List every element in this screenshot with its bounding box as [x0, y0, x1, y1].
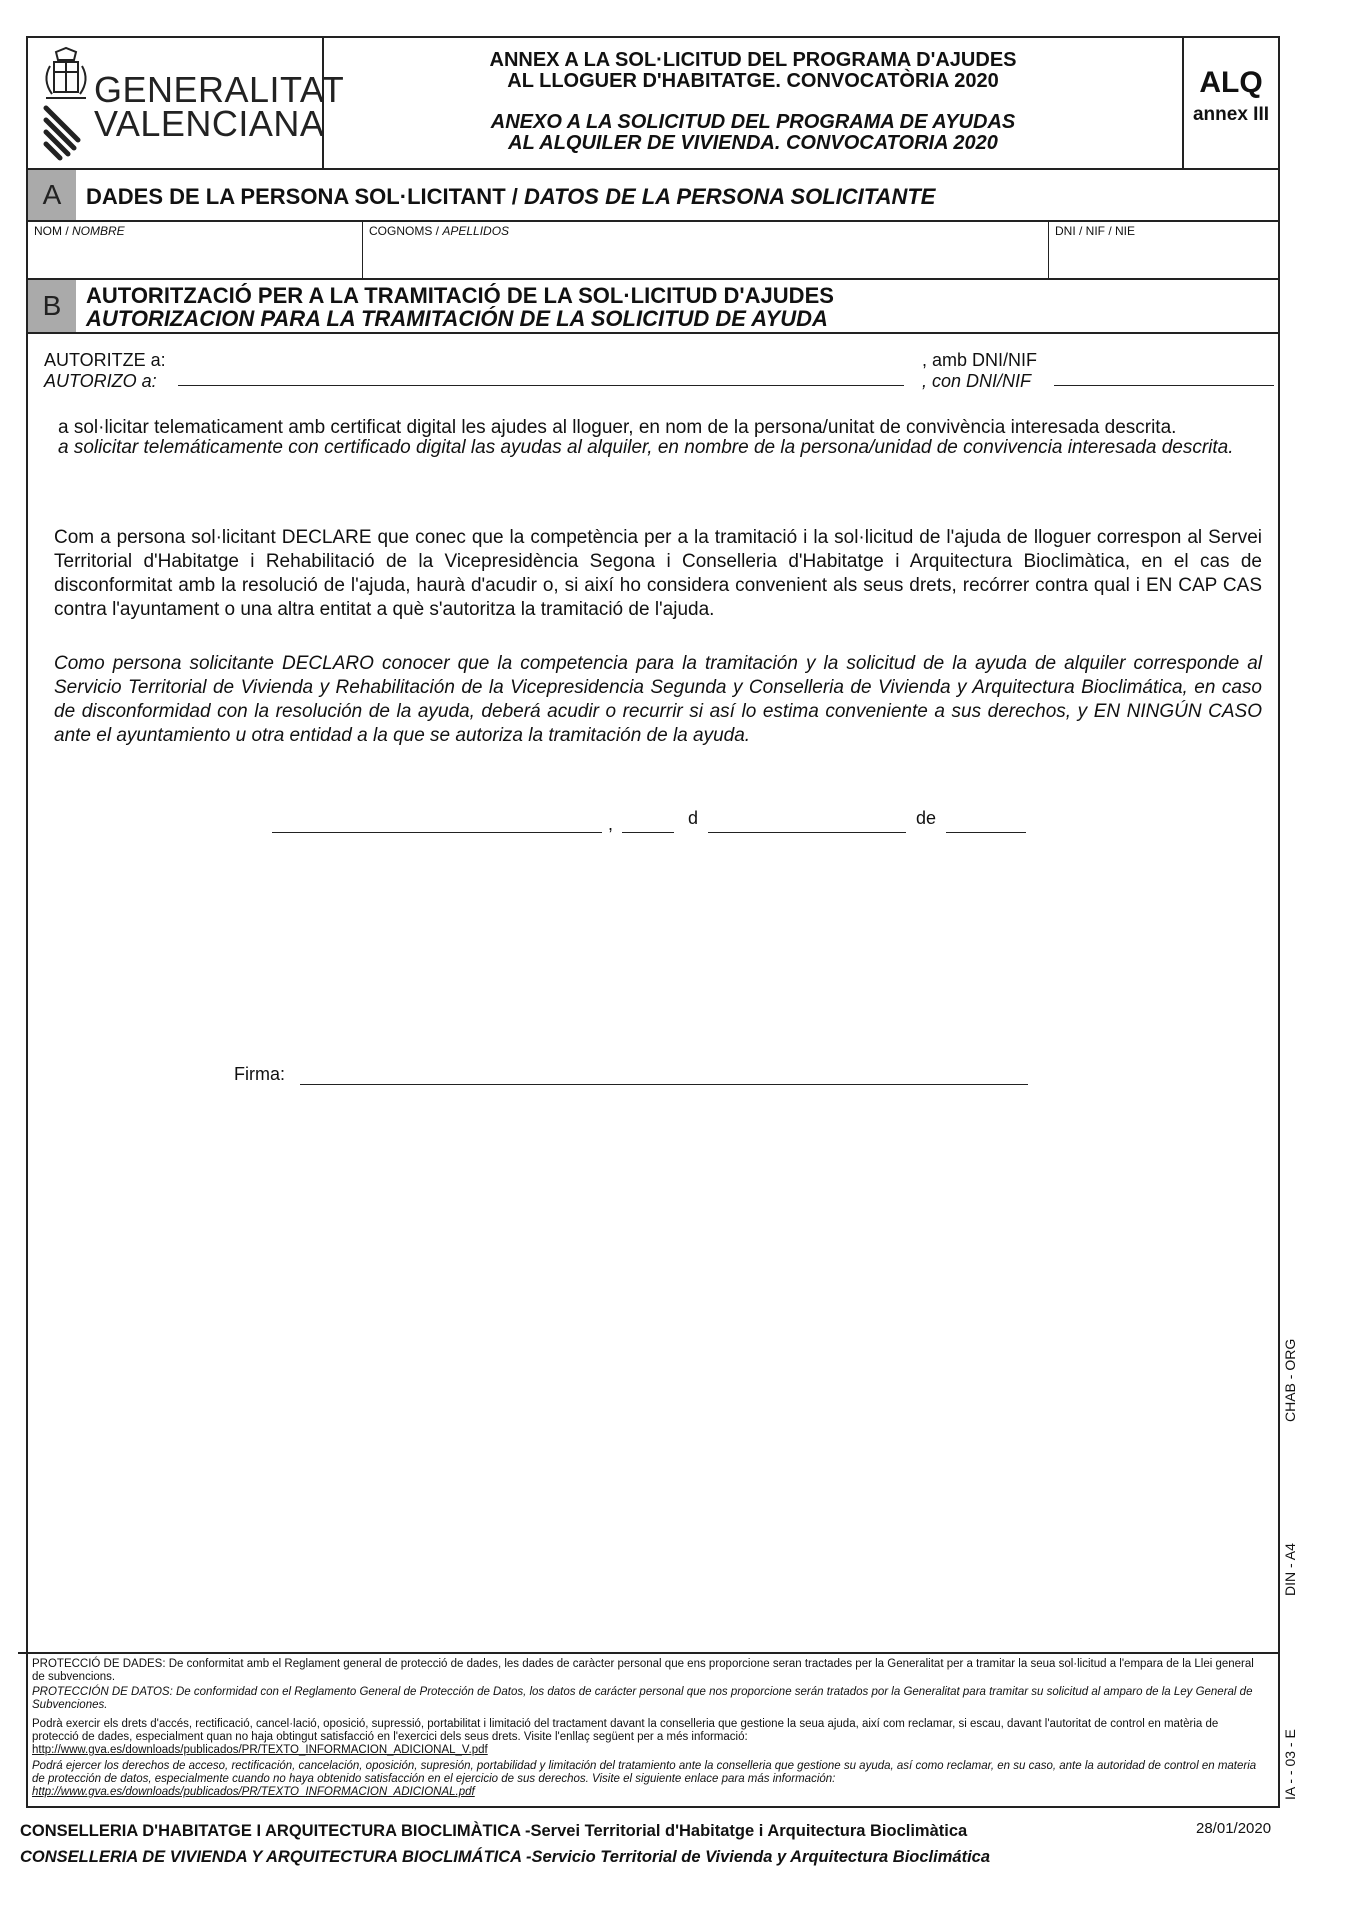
- divider-footer: [18, 1652, 1280, 1654]
- side-code-ia: IA - - 03 - E: [1282, 1729, 1298, 1800]
- section-b-title-ca: AUTORITZACIÓ PER A LA TRAMITACIÓ DE LA SOL·LICITUD D'AJUDES: [86, 283, 834, 308]
- conselleria-ca: CONSELLERIA D'HABITATGE I ARQUITECTURA BIOCLIMÀTICA -Servei Territorial d'Habitatge i Arquitectura Bioclimàtica: [20, 1822, 968, 1840]
- section-a-title-ca: DADES DE LA PERSONA SOL·LICITANT /: [86, 184, 518, 209]
- title-ca-line-1: ANNEX A LA SOL·LICITUD DEL PROGRAMA D'AJUDES: [489, 49, 1017, 71]
- divider-header: [28, 168, 1278, 170]
- footer-link-ca[interactable]: http://www.gva.es/downloads/publicados/PR/TEXTO_INFORMACION_ADICIONAL_V.pdf: [32, 1744, 488, 1756]
- autoritze-dni-field[interactable]: [1054, 385, 1274, 386]
- cognoms-field[interactable]: [362, 222, 1049, 278]
- footer-protection: [32, 1658, 1262, 1799]
- paragraph-1-es: a solicitar telemáticamente con certificado digital las ayudas al alquiler, en nombre de la persona/unidad de convivencia interesada descrita.: [58, 437, 1234, 458]
- title-es-line-2: AL ALQUILER DE VIVIENDA. CONVOCATORIA 2020: [508, 132, 998, 154]
- title-ca-line-2: AL LLOGUER D'HABITATGE. CONVOCATÒRIA 2020: [507, 70, 999, 92]
- title-es-line-1: ANEXO A LA SOLICITUD DEL PROGRAMA DE AYUDAS: [490, 111, 1016, 133]
- paragraph-2-ca: Com a persona sol·licitant DECLARE que conec que la competència per a la tramitació i la sol·licitud de l'ajuda de lloguer correspon al Servei Territorial d'Habitatge i Rehabilitació de la Vicepresidència Segona i Conselleria d'Habitatge i Arquitectura Bioclimàtica, en el cas de disconformitat amb la resolució de l'ajuda, haurà d'acudir o, si així ho considera convenient als seus drets, recórrer contra qual i EN CAP CAS contra l'ayuntament o una altra entitat a què s'autoritza la tramitació de l'ajuda.: [54, 527, 1262, 620]
- divider-fields: [28, 278, 1278, 280]
- date-de-label: de: [916, 808, 937, 828]
- footer-link-es[interactable]: http://www.gva.es/downloads/publicados/PR/TEXTO_INFORMACION_ADICIONAL.pdf: [32, 1786, 475, 1798]
- section-b-title: [86, 284, 834, 330]
- footer-rights-es: Podrá ejercer los derechos de acceso, rectificación, cancelación, oposición, supresión, portabilidad y limitación del tratamiento ante la conselleria que gestione su ayuda, así como reclamar, en su caso, ante la autoridad de control en materia de protección de datos, especialmente cuando no haya obtenido satisfacción en el ejercicio de sus derechos. Visite el siguiente enlace para más información:: [32, 1760, 1257, 1785]
- autoritze-label-ca: AUTORITZE a:: [44, 350, 166, 370]
- autoritze-labels: [44, 350, 166, 392]
- footer-date: 28/01/2020: [1196, 1820, 1272, 1837]
- section-a-title: [86, 184, 936, 210]
- dni-label: DNI / NIF / NIE: [1055, 224, 1136, 238]
- annex-label: annex III: [1192, 104, 1270, 125]
- section-b-title-es: AUTORIZACION PARA LA TRAMITACIÓN DE LA SOLICITUD DE AYUDA: [86, 306, 828, 331]
- paragraph-1-ca: a sol·licitar telematicament amb certificat digital les ajudes al lloguer, en nom de la persona/unitat de convivència interesada descrita.: [58, 417, 1177, 438]
- paragraph-1: [58, 418, 1258, 458]
- date-place-field[interactable]: [272, 832, 602, 833]
- logo-line-1: GENERALITAT: [94, 69, 345, 110]
- header-title-cell: [324, 38, 1184, 168]
- logo-line-2: VALENCIANA: [94, 103, 325, 144]
- date-year-field[interactable]: [946, 832, 1026, 833]
- cognoms-label-es: APELLIDOS: [442, 224, 510, 238]
- section-a-title-es: DATOS DE LA PERSONA SOLICITANTE: [523, 184, 936, 209]
- date-day-field[interactable]: [622, 832, 674, 833]
- generalitat-emblem-icon: [38, 46, 94, 162]
- form-code: ALQ: [1199, 66, 1263, 99]
- footer-prot-es: PROTECCIÓN DE DATOS: De conformidad con el Reglamento General de Protección de Datos, los datos de carácter personal que nos proporcione serán tratados por la Generalitat para tramitar su solicitud al amparo de la Ley General de Subvenciones.: [32, 1686, 1253, 1711]
- autoritze-label-es: AUTORIZO a:: [44, 371, 157, 391]
- nom-label-ca: NOM /: [34, 224, 69, 238]
- footer-rights-ca: Podrà exercir els drets d'accés, rectificació, cancel·lació, oposició, supressió, portabilitat i limitació del tractament davant la conselleria que gestione la seua ajuda, així com reclamar, si escau, davant l'autoritat de control en matèria de protecció de dades, especialment quan no haja obtingut satisfacció en l'exercici dels seus drets. Visite l'enllaç següent per a més informació:: [32, 1718, 1219, 1743]
- divider-section-b: [28, 332, 1278, 334]
- date-month-field[interactable]: [708, 832, 906, 833]
- dni-autoritze-label-ca: , amb DNI/NIF: [922, 350, 1038, 370]
- nom-field[interactable]: [28, 222, 362, 278]
- date-comma: ,: [608, 814, 614, 834]
- header-code-cell: [1184, 38, 1278, 168]
- firma-field[interactable]: [300, 1084, 1028, 1085]
- side-code-chab: CHAB - ORG: [1282, 1338, 1298, 1422]
- dni-autoritze-labels: [922, 350, 1037, 392]
- dni-field[interactable]: [1048, 222, 1279, 278]
- autoritze-name-field[interactable]: [178, 385, 904, 386]
- cognoms-label-ca: COGNOMS /: [369, 224, 440, 238]
- header-logo-cell: [28, 38, 345, 168]
- dni-autoritze-label-es: , con DNI/NIF: [922, 371, 1032, 391]
- firma-label: Firma:: [234, 1064, 285, 1084]
- section-a-letter: A: [28, 170, 76, 220]
- paragraph-2-es: Como persona solicitante DECLARO conocer que la competencia para la tramitación y la solicitud de la ayuda de alquiler corresponde al Servicio Territorial de Vivienda y Rehabilitación de la Vicepresidencia Segunda y Conselleria de Vivienda y Arquitectura Bioclimática, en caso de disconformidad con la resolución de la ayuda, deberá acudir o recurrir si así lo estima conveniente a sus derechos, y EN NINGÚN CASO ante el ayuntamiento u otra entidad a la que se autoriza la tramitación de la ayuda.: [54, 653, 1262, 746]
- footer-prot-ca: PROTECCIÓ DE DADES: De conformitat amb el Reglament general de protecció de dades, les dades de caràcter personal que ens proporcione seran tractades per la Generalitat per a tramitar la seua sol·licitud a l'empara de la Llei general de subvencions.: [32, 1658, 1254, 1683]
- section-b-letter: B: [28, 280, 76, 332]
- nom-label-es: NOMBRE: [72, 224, 125, 238]
- conselleria-es: CONSELLERIA DE VIVIENDA Y ARQUITECTURA BIOCLIMÁTICA -Servicio Territorial de Vivienda y Arquitectura Bioclimática: [20, 1848, 991, 1866]
- side-code-din: DIN - A4: [1282, 1543, 1298, 1596]
- date-d-label: d: [688, 808, 699, 828]
